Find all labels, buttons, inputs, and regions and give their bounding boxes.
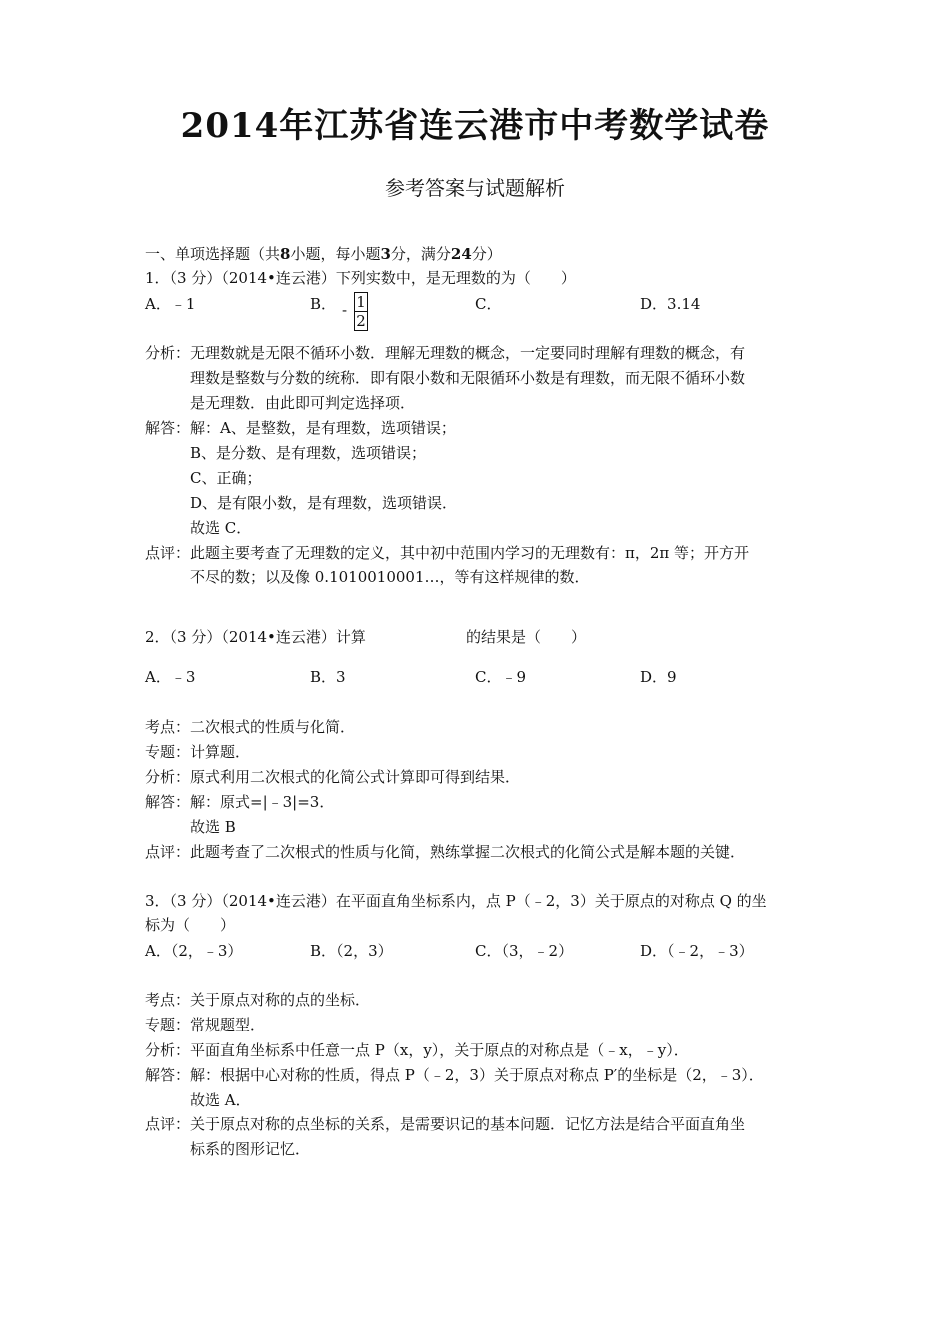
- section-prefix: 一、单项选择题（共: [145, 245, 281, 263]
- fraction-box: [354, 292, 368, 331]
- q1-comment-line-1: 点评：此题主要考查了无理数的定义，其中初中范围内学习的无理数有：π，2π 等；开方开: [145, 544, 750, 562]
- q1-analysis-line-1: 分析：无理数就是无限不循环小数．理解无理数的概念，一定要同时理解有理数的概念，有: [145, 344, 746, 362]
- q3-option-d: D．（﹣2，﹣3）: [640, 942, 754, 960]
- page-subtitle: 参考答案与试题解析: [385, 176, 565, 200]
- q2-option-d: D．9: [640, 668, 677, 686]
- q1-option-d: D．3.14: [640, 295, 701, 313]
- q1-answer-line-4: D、是有限小数，是有理数，选项错误．: [190, 494, 458, 512]
- q2-option-a: A．﹣3: [145, 668, 196, 686]
- q1-analysis-line-2: 理数是整数与分数的统称．即有限小数和无限循环小数是有理数，而无限不循环小数: [190, 369, 746, 387]
- q3-comment-line-1: 点评：关于原点对称的点坐标的关系，是需要识记的基本问题．记忆方法是结合平面直角坐: [145, 1115, 746, 1133]
- q2-topic: 专题：计算题．: [145, 743, 251, 761]
- q2-answer-line-1: 解答：解：原式=|﹣3|=3．: [145, 793, 335, 811]
- q3-comment-line-2: 标系的图形记忆．: [190, 1140, 311, 1158]
- q3-option-c: C．（3，﹣2）: [475, 942, 574, 960]
- section-mid2: 分，满分: [390, 245, 451, 263]
- fraction-minus: -: [342, 301, 348, 319]
- section-total: 24: [450, 245, 472, 263]
- q1-answer-line-3: C、正确；: [190, 469, 262, 487]
- section-mid1: 小题，每小题: [290, 245, 381, 263]
- q2-answer-line-2: 故选 B: [190, 818, 236, 836]
- q1-option-b-label: B．: [310, 295, 337, 313]
- section-suffix: 分）: [471, 245, 502, 263]
- q3-analysis: 分析：平面直角坐标系中任意一点 P（x，y），关于原点的对称点是（﹣x，﹣y）．: [145, 1041, 689, 1059]
- q3-option-a: A．（2，﹣3）: [145, 942, 243, 960]
- q2-stem-start: 2．（3 分）（2014•连云港）计算: [145, 628, 366, 646]
- section-heading: [145, 244, 502, 264]
- q3-stem-line-2: 标为（ ）: [145, 916, 236, 934]
- fraction-denominator: 2: [356, 312, 366, 330]
- q1-answer-line-2: B、是分数、是有理数，选项错误；: [190, 444, 427, 462]
- q1-comment-line-2: 不尽的数；以及像 0.1010010001…，等有这样规律的数．: [190, 568, 590, 586]
- section-count: 8: [280, 245, 291, 263]
- section-each: 3: [380, 245, 391, 263]
- q2-option-c: C．﹣9: [475, 668, 527, 686]
- q1-answer-line-5: 故选 C．: [190, 519, 252, 537]
- q2-option-b: B．3: [310, 668, 346, 686]
- q1-option-c: C．: [475, 295, 502, 313]
- q2-point: 考点：二次根式的性质与化简．: [145, 718, 356, 736]
- q3-option-b: B．（2，3）: [310, 942, 393, 960]
- q1-option-a: A．﹣1: [145, 295, 196, 313]
- q2-comment: 点评：此题考查了二次根式的性质与化简，熟练掌握二次根式的化简公式是解本题的关键．: [145, 843, 746, 861]
- page-title: 2014年江苏省连云港市中考数学试卷: [180, 106, 770, 146]
- q3-point: 考点：关于原点对称的点的坐标．: [145, 991, 371, 1009]
- q3-answer-line-1: 解答：解：根据中心对称的性质，得点 P（﹣2，3）关于原点对称点 P′的坐标是（2，﹣3）．: [145, 1066, 764, 1084]
- q1-analysis-line-3: 是无理数．由此即可判定选择项．: [190, 394, 416, 412]
- q1-answer-line-1: 解答：解：A、是整数，是有理数，选项错误；: [145, 419, 456, 437]
- q2-analysis: 分析：原式利用二次根式的化简公式计算即可得到结果．: [145, 768, 521, 786]
- q3-topic: 专题：常规题型．: [145, 1016, 266, 1034]
- q3-stem-line-1: 3．（3 分）（2014•连云港）在平面直角坐标系内，点 P（﹣2，3）关于原点的对称点 Q 的坐: [145, 892, 767, 910]
- q1-option-b-fraction: [342, 292, 372, 332]
- q1-stem: 1．（3 分）（2014•连云港）下列实数中，是无理数的为（ ）: [145, 269, 576, 287]
- q2-stem-end: 的结果是（ ）: [466, 628, 587, 646]
- q3-answer-line-2: 故选 A．: [190, 1091, 251, 1109]
- fraction-numerator: 1: [356, 293, 366, 311]
